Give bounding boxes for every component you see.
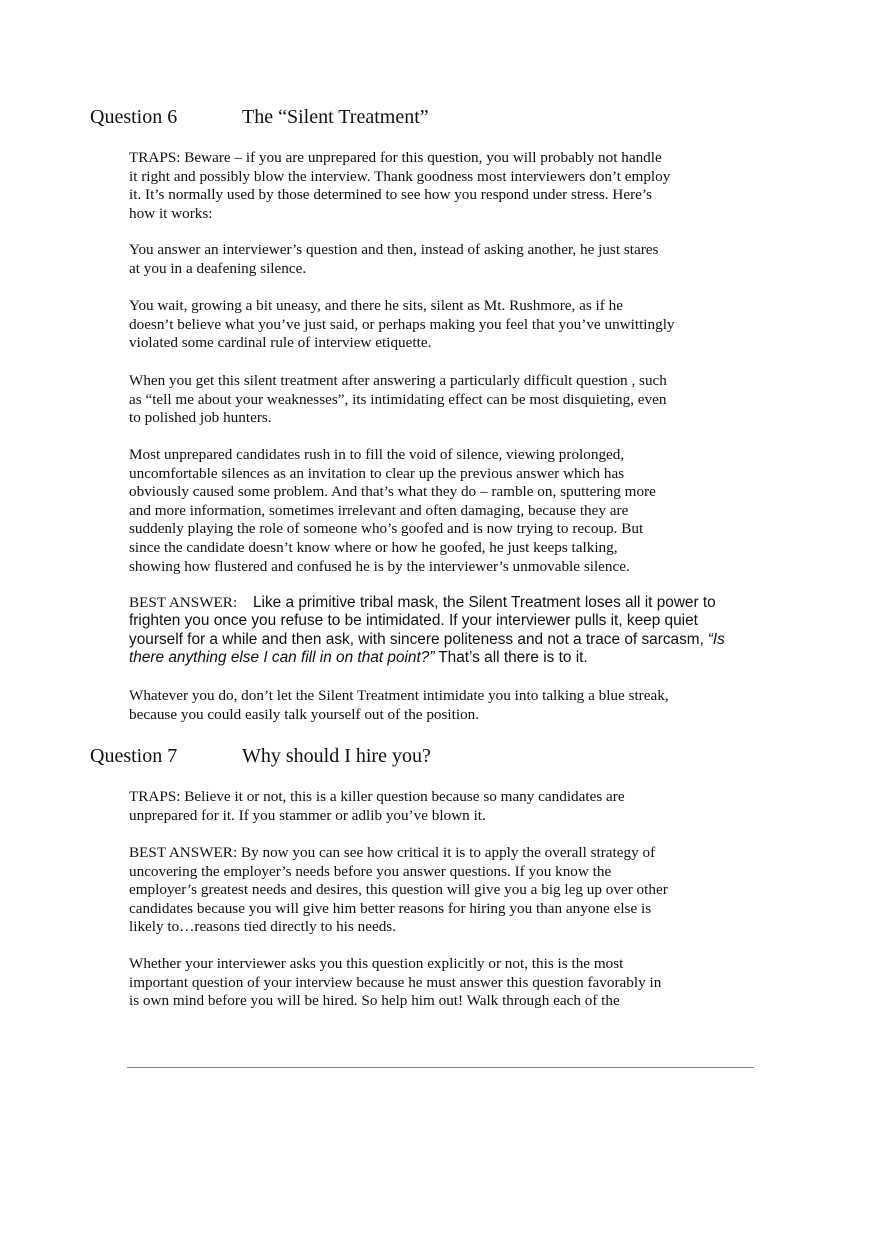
q7-traps-paragraph xyxy=(129,788,769,825)
text-line: is own mind before you will be hired. So help him out! Walk through each of the xyxy=(129,992,620,1010)
text-line: Most unprepared candidates rush in to fill the void of silence, viewing prolonged, xyxy=(129,446,625,463)
q6-paragraph-2 xyxy=(129,241,769,278)
question-6-title: The “Silent Treatment” xyxy=(242,106,429,128)
text-line: employer’s greatest needs and desires, this question will give you a big leg up over other xyxy=(129,881,668,899)
q6-traps-paragraph xyxy=(129,149,769,223)
q6-paragraph-5 xyxy=(129,446,769,576)
text-line: likely to…reasons tied directly to his needs. xyxy=(129,918,396,936)
text-line: You wait, growing a bit uneasy, and there he sits, silent as Mt. Rushmore, as if he xyxy=(129,297,623,314)
question-6-heading xyxy=(90,105,429,129)
question-7-number: Question 7 xyxy=(90,745,178,767)
text-line: it. It’s normally used by those determined to see how you respond under stress. Here’s xyxy=(129,186,653,204)
text-line: unprepared for it. If you stammer or adlib you’ve blown it. xyxy=(129,806,486,824)
text-line: important question of your interview because he must answer this question favorably in xyxy=(129,973,662,991)
text-line: candidates because you will give him better reasons for hiring you than anyone else is xyxy=(129,899,652,917)
text-line: violated some cardinal rule of interview etiquette. xyxy=(129,334,432,352)
best-answer-label: BEST ANSWER: xyxy=(129,594,238,611)
q6-best-answer xyxy=(129,594,769,667)
best-answer-text: That’s all there is to it. xyxy=(438,648,588,666)
text-line: TRAPS: Believe it or not, this is a killer question because so many candidates are xyxy=(129,788,625,805)
text-line: showing how flustered and confused he is by the interviewer’s unmovable silence. xyxy=(129,557,630,575)
best-answer-text: yourself for a while and then ask, with sincere politeness and not a trace of sarcasm, xyxy=(129,630,704,648)
q7-paragraph-3 xyxy=(129,955,769,1011)
text-line: uncovering the employer’s needs before you answer questions. If you know the xyxy=(129,862,612,880)
text-line: since the candidate doesn’t know where or how he goofed, he just keeps talking, xyxy=(129,538,618,556)
text-line: You answer an interviewer’s question and then, instead of asking another, he just stares xyxy=(129,241,659,258)
question-7-title: Why should I hire you? xyxy=(242,745,431,767)
footer-divider xyxy=(127,1067,754,1068)
q6-paragraph-3 xyxy=(129,297,769,353)
text-line: obviously caused some problem. And that’s what they do – ramble on, sputtering more xyxy=(129,483,656,501)
text-line: how it works: xyxy=(129,204,213,222)
text-line: and more information, sometimes irrelevant and often damaging, because they are xyxy=(129,501,629,519)
text-line: as “tell me about your weaknesses”, its intimidating effect can be most disquieting, even xyxy=(129,390,667,408)
text-line: suddenly playing the role of someone who’s goofed and is now trying to recoup. But xyxy=(129,520,644,538)
text-line: Whatever you do, don’t let the Silent Treatment intimidate you into talking a blue streak, xyxy=(129,687,669,704)
text-line: BEST ANSWER: By now you can see how critical it is to apply the overall strategy of xyxy=(129,844,656,861)
best-answer-text: frighten you once you refuse to be intimidated. If your interviewer pulls it, keep quiet xyxy=(129,612,698,630)
best-answer-italic-text: there anything else I can fill in on that point?” xyxy=(129,648,435,666)
text-line: to polished job hunters. xyxy=(129,409,272,427)
text-line: it right and possibly blow the interview. Thank goodness most interviewers don’t employ xyxy=(129,167,671,185)
text-line: because you could easily talk yourself out of the position. xyxy=(129,705,480,723)
q6-paragraph-4 xyxy=(129,372,769,428)
text-line: TRAPS: Beware – if you are unprepared for this question, you will probably not handle xyxy=(129,149,662,166)
text-line: doesn’t believe what you’ve just said, or perhaps making you feel that you’ve unwittingly xyxy=(129,315,675,333)
question-7-heading xyxy=(90,744,431,768)
best-answer-text: Like a primitive tribal mask, the Silent Treatment loses all it power to xyxy=(252,594,716,611)
best-answer-italic-text: “Is xyxy=(707,630,725,648)
q7-best-answer xyxy=(129,844,769,937)
text-line: at you in a deafening silence. xyxy=(129,259,307,277)
text-line: When you get this silent treatment after answering a particularly difficult question , such xyxy=(129,372,667,389)
question-6-number: Question 6 xyxy=(90,106,178,128)
text-line: uncomfortable silences as an invitation to clear up the previous answer which has xyxy=(129,464,625,482)
q6-paragraph-closing xyxy=(129,687,769,724)
text-line: Whether your interviewer asks you this question explicitly or not, this is the most xyxy=(129,955,624,972)
